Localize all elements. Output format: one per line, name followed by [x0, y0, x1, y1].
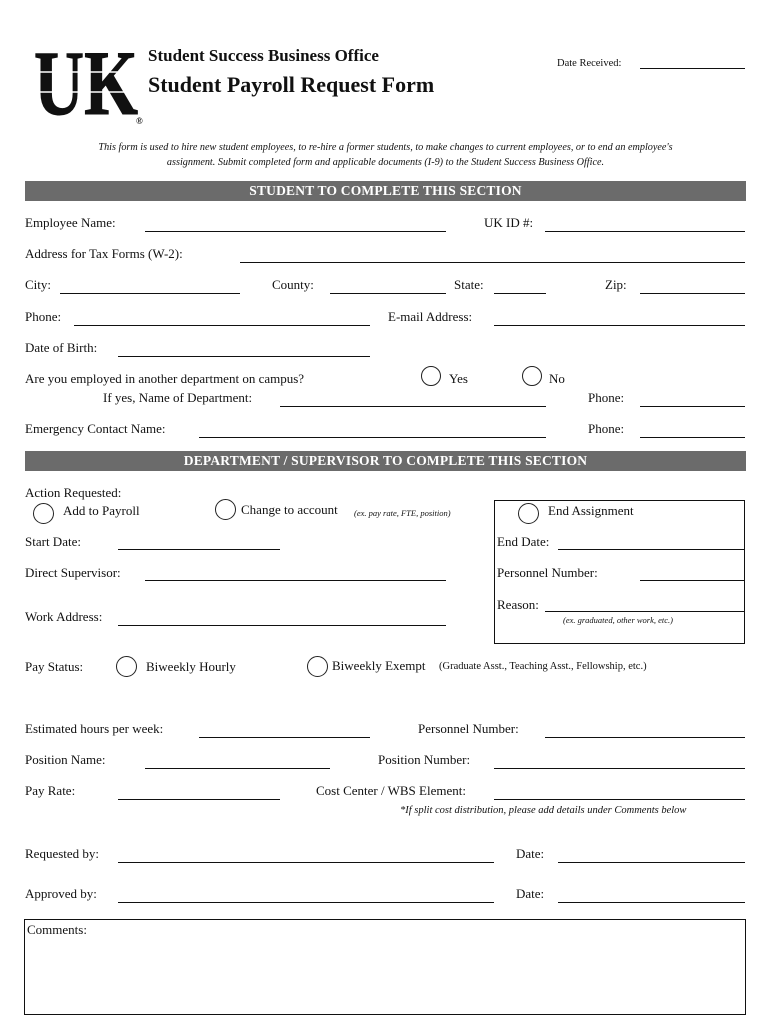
position-number-field[interactable] — [494, 768, 745, 769]
comments-box[interactable] — [24, 919, 746, 1015]
requested-by-label: Requested by: — [25, 846, 100, 861]
end-personnel-number-field[interactable] — [640, 580, 745, 581]
cost-center-label: Cost Center / WBS Element: — [316, 783, 466, 798]
approved-date-label: Date: — [516, 886, 545, 901]
intro-line-1: This form is used to hire new student employees, to re-hire a former students, to make changes to current employees, or to end an employee's — [98, 142, 673, 153]
uk-id-field[interactable] — [545, 231, 745, 232]
dept-phone-field[interactable] — [640, 406, 745, 407]
dept-phone-label: Phone: — [588, 390, 625, 405]
uk-id-label: UK ID #: — [484, 215, 534, 230]
approved-by-label: Approved by: — [25, 886, 97, 901]
city-label: City: — [25, 277, 52, 292]
change-to-account-label: Change to account — [241, 502, 338, 517]
emergency-phone-label: Phone: — [588, 421, 625, 436]
end-date-field[interactable] — [558, 549, 745, 550]
uk-logo — [32, 44, 140, 122]
work-address-label: Work Address: — [25, 609, 103, 624]
employed-yes-radio[interactable] — [421, 366, 441, 386]
city-field[interactable] — [60, 293, 240, 294]
county-field[interactable] — [330, 293, 446, 294]
pay-status-label: Pay Status: — [25, 659, 84, 674]
employed-no-label: No — [549, 371, 565, 386]
address-label: Address for Tax Forms (W-2): — [25, 246, 183, 261]
intro-line-2: assignment. Submit completed form and applicable documents (I-9) to the Student Success Business Office. — [166, 157, 605, 168]
phone-field[interactable] — [74, 325, 370, 326]
address-field[interactable] — [240, 262, 745, 263]
if-yes-dept-field[interactable] — [280, 406, 546, 407]
requested-by-field[interactable] — [118, 862, 494, 863]
email-field[interactable] — [494, 325, 745, 326]
reason-label: Reason: — [497, 597, 539, 612]
biweekly-hourly-radio[interactable] — [116, 656, 137, 677]
employed-no-radio[interactable] — [522, 366, 542, 386]
approved-date-field[interactable] — [558, 902, 745, 903]
cost-center-field[interactable] — [494, 799, 745, 800]
split-cost-note: *If split cost distribution, please add details under Comments below — [400, 805, 687, 816]
pay-rate-field[interactable] — [118, 799, 280, 800]
requested-date-field[interactable] — [558, 862, 745, 863]
department-section-heading: DEPARTMENT / SUPERVISOR TO COMPLETE THIS SECTION — [25, 451, 746, 471]
action-requested-label: Action Requested: — [25, 485, 122, 500]
approved-by-field[interactable] — [118, 902, 494, 903]
work-address-field[interactable] — [118, 625, 446, 626]
add-to-payroll-label: Add to Payroll — [63, 503, 140, 518]
registered-mark: ® — [136, 116, 143, 126]
direct-supervisor-label: Direct Supervisor: — [25, 565, 121, 580]
position-number-label: Position Number: — [378, 752, 471, 767]
emergency-phone-field[interactable] — [640, 437, 745, 438]
est-hours-field[interactable] — [199, 737, 370, 738]
change-to-account-radio[interactable] — [215, 499, 236, 520]
personnel-number-field[interactable] — [545, 737, 745, 738]
phone-label: Phone: — [25, 309, 62, 324]
position-name-field[interactable] — [145, 768, 330, 769]
end-date-label: End Date: — [497, 534, 550, 549]
biweekly-exempt-radio[interactable] — [307, 656, 328, 677]
direct-supervisor-field[interactable] — [145, 580, 446, 581]
biweekly-exempt-label: Biweekly Exempt — [332, 658, 426, 673]
dob-field[interactable] — [118, 356, 370, 357]
requested-date-label: Date: — [516, 846, 545, 861]
page-title: Student Payroll Request Form — [148, 72, 435, 97]
pay-rate-label: Pay Rate: — [25, 783, 76, 798]
start-date-field[interactable] — [118, 549, 280, 550]
uk-logo-text: UK — [34, 44, 138, 122]
county-label: County: — [272, 277, 314, 292]
office-name: Student Success Business Office — [148, 46, 379, 65]
position-name-label: Position Name: — [25, 752, 106, 767]
if-yes-dept-label: If yes, Name of Department: — [103, 390, 253, 405]
emergency-contact-label: Emergency Contact Name: — [25, 421, 166, 436]
employed-yes-label: Yes — [449, 371, 468, 386]
zip-field[interactable] — [640, 293, 745, 294]
state-label: State: — [454, 277, 484, 292]
start-date-label: Start Date: — [25, 534, 81, 549]
emergency-contact-field[interactable] — [199, 437, 546, 438]
employee-name-field[interactable] — [145, 231, 446, 232]
employee-name-label: Employee Name: — [25, 215, 116, 230]
date-received-field[interactable] — [640, 68, 745, 69]
end-assignment-radio[interactable] — [518, 503, 539, 524]
dob-label: Date of Birth: — [25, 340, 98, 355]
date-received-label: Date Received: — [557, 58, 622, 69]
comments-label: Comments: — [27, 922, 87, 937]
end-assignment-label: End Assignment — [548, 503, 634, 518]
end-personnel-number-label: Personnel Number: — [497, 565, 598, 580]
state-field[interactable] — [494, 293, 546, 294]
zip-label: Zip: — [605, 277, 627, 292]
biweekly-hourly-label: Biweekly Hourly — [146, 659, 236, 674]
personnel-number-label: Personnel Number: — [418, 721, 519, 736]
add-to-payroll-radio[interactable] — [33, 503, 54, 524]
reason-note: (ex. graduated, other work, etc.) — [563, 615, 673, 625]
email-label: E-mail Address: — [388, 309, 473, 324]
student-section-heading: STUDENT TO COMPLETE THIS SECTION — [25, 181, 746, 201]
change-to-account-note: (ex. pay rate, FTE, position) — [354, 508, 451, 518]
employed-question: Are you employed in another department on campus? — [25, 371, 305, 386]
est-hours-label: Estimated hours per week: — [25, 721, 164, 736]
biweekly-exempt-note: (Graduate Asst., Teaching Asst., Fellowship, etc.) — [439, 661, 647, 672]
